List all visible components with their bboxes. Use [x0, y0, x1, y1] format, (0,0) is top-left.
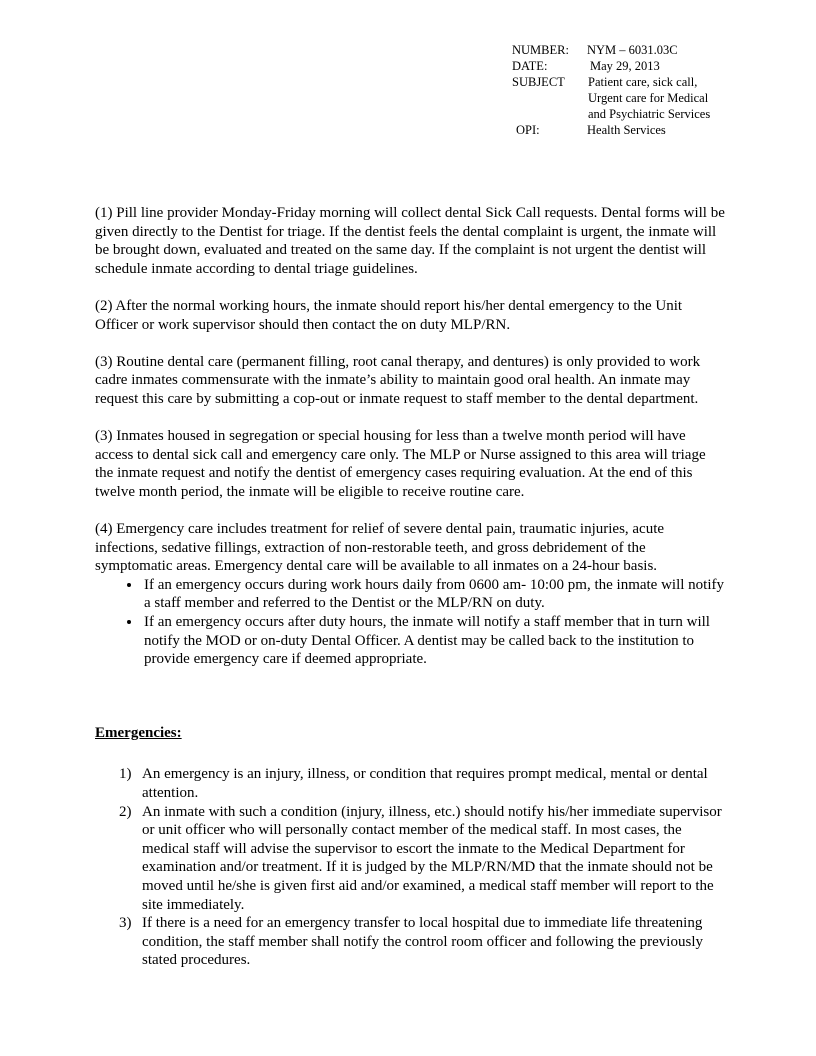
paragraph-4: (3) Inmates housed in segregation or special housing for less than a twelve month period will have access to dental sick call and emergency care only. The MLP or Nurse assigned to this area will triage the inmate request and notify the dentist of emergency cases requiring evaluation. At the end of this twelve month period, the inmate will be eligible to receive routine care.	[95, 428, 706, 500]
list-item-text: If there is a need for an emergency transfer to local hospital due to immediate life threatening condition, the staff member shall notify the control room officer and following the previously stated procedures.	[142, 915, 703, 969]
list-item	[119, 803, 725, 915]
list-item-number: 1)	[119, 766, 132, 783]
bullet-item: • If an emergency occurs during work hours daily from 0600 am- 10:00 pm, the inmate will notify a staff member and referred to the Dentist or the MLP/RN on duty.	[142, 576, 725, 613]
list-item-number: 2)	[119, 803, 132, 820]
number-label: NUMBER:	[512, 43, 569, 57]
date-row	[512, 58, 710, 74]
date-value: May 29, 2013	[590, 59, 660, 73]
subject-row	[512, 74, 710, 90]
document-body	[95, 204, 725, 970]
emergencies-heading: Emergencies:	[95, 724, 182, 741]
paragraph-3: (3) Routine dental care (permanent filling, root canal therapy, and dentures) is only provided to work cadre inmates commensurate with the inmate’s ability to maintain good oral health. An inmate may request this care by submitting a cop-out or inmate request to staff member to the dental department.	[95, 353, 701, 407]
number-row	[512, 42, 710, 58]
emergency-care-bullets	[95, 576, 725, 669]
date-label: DATE:	[512, 59, 548, 73]
subject-line-3: and Psychiatric Services	[588, 107, 711, 121]
bullet-item: • If an emergency occurs after duty hours, the inmate will notify a staff member that in turn will notify the MOD or on-duty Dental Officer. A dentist may be called back to the institution to provide emergency care if deemed appropriate.	[142, 613, 725, 669]
list-item-number: 3)	[119, 915, 132, 932]
paragraph-2: (2) After the normal working hours, the inmate should report his/her dental emergency to the Unit Officer or work supervisor should then contact the on duty MLP/RN.	[95, 297, 683, 333]
list-item-text: An inmate with such a condition (injury, illness, etc.) should notify his/her immediate supervisor or unit officer who will personally contact member of the medical staff. In most cases, the medical staff will advise the supervisor to escort the inmate to the Medical Department for examination and/or treatment. If it is judged by the MLP/RN/MD that the inmate should not be moved until he/she is given first aid and/or examined, a medical staff member will report to the site immediately.	[142, 803, 722, 913]
subject-row-3	[512, 106, 710, 122]
paragraph-5: (4) Emergency care includes treatment for relief of severe dental pain, traumatic injuries, acute infections, sedative fillings, extraction of non-restorable teeth, and gross debridement of the symptomatic areas. Emergency dental care will be available to all inmates on a 24-hour basis.	[95, 521, 665, 575]
subject-row-2	[512, 90, 710, 106]
list-item-text: An emergency is an injury, illness, or condition that requires prompt medical, mental or dental attention.	[142, 766, 708, 802]
list-item	[119, 914, 725, 970]
opi-label: OPI:	[516, 123, 540, 137]
paragraph-1: (1) Pill line provider Monday-Friday morning will collect dental Sick Call requests. Dental forms will be given directly to the Dentist for triage. If the dentist feels the dental complaint is urgent, the inmate will be brought down, evaluated and treated on the same day. If the complaint is not urgent the dentist will schedule inmate according to dental triage guidelines.	[95, 205, 725, 277]
opi-value: Health Services	[587, 123, 666, 137]
emergencies-list	[95, 765, 725, 970]
number-value: NYM – 6031.03C	[587, 43, 678, 57]
subject-line-2: Urgent care for Medical	[588, 91, 709, 105]
opi-row	[512, 122, 710, 138]
list-item	[119, 765, 725, 802]
document-header	[512, 42, 710, 138]
subject-label: SUBJECT	[512, 75, 565, 89]
subject-line-1: Patient care, sick call,	[588, 75, 698, 89]
